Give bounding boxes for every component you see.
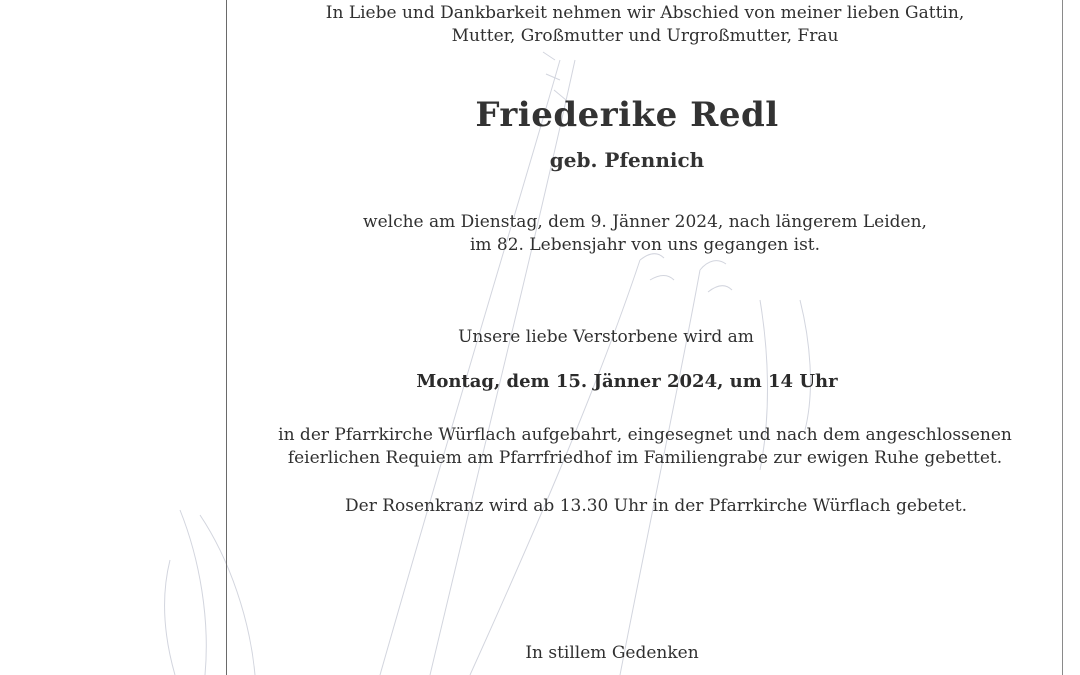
death-notice-line-2: im 82. Lebensjahr von uns gegangen ist. bbox=[469, 235, 821, 255]
funeral-date: Montag, dem 15. Jänner 2024, um 14 Uhr bbox=[416, 371, 838, 392]
funeral-intro: Unsere liebe Verstorbene wird am bbox=[458, 327, 754, 347]
intro-line-2: Mutter, Großmutter und Urgroßmutter, Frau bbox=[451, 26, 839, 46]
rosary-text: Der Rosenkranz wird ab 13.30 Uhr in der Pfarrkirche Würflach gebetet. bbox=[345, 496, 967, 516]
death-notice-line-1: welche am Dienstag, dem 9. Jänner 2024, nach längerem Leiden, bbox=[363, 212, 927, 232]
funeral-line-1: in der Pfarrkirche Würflach aufgebahrt, eingesegnet und nach dem angeschlossenen bbox=[278, 425, 1012, 445]
funeral-line-2: feierlichen Requiem am Pfarrfriedhof im Familiengrabe zur ewigen Ruhe gebettet. bbox=[287, 448, 1003, 468]
deceased-name: Friederike Redl bbox=[475, 95, 779, 135]
closing-text: In stillem Gedenken bbox=[525, 643, 699, 663]
right-border-line bbox=[1062, 0, 1063, 675]
left-border-line bbox=[226, 0, 227, 675]
intro-line-1: In Liebe und Dankbarkeit nehmen wir Abschied von meiner lieben Gattin, bbox=[325, 3, 965, 23]
birth-name: geb. Pfennich bbox=[549, 148, 705, 172]
